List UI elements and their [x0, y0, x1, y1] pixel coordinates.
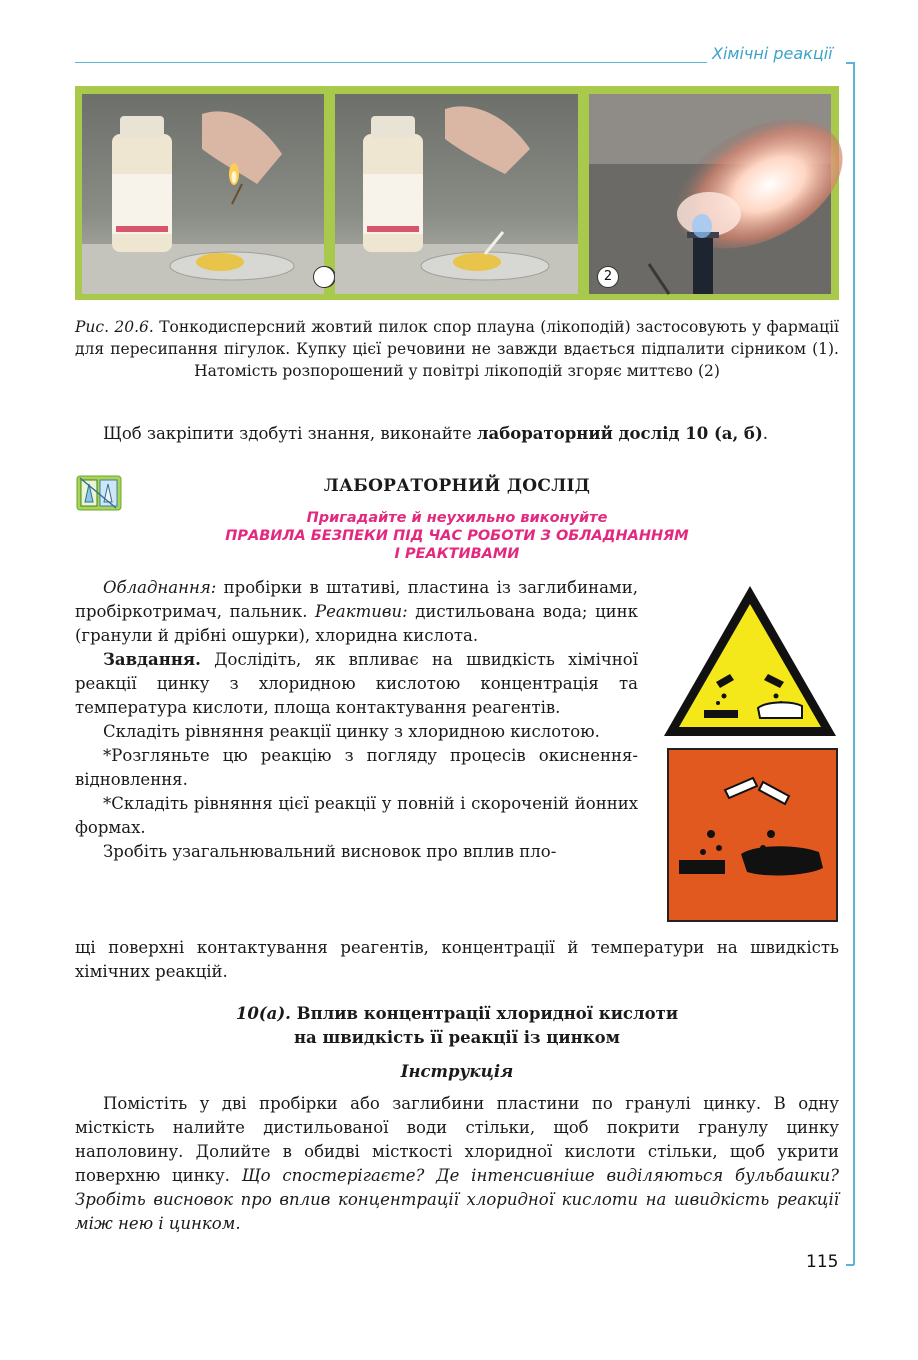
- equipment-label: Обладнання:: [103, 578, 217, 597]
- experiment-title: [75, 1002, 839, 1050]
- instruction-heading: Інструкція: [400, 1062, 514, 1081]
- conclusion-paragraph-start: Зробіть узагальнювальний висновок про вплив пло-: [103, 842, 557, 861]
- header-rule: [75, 62, 707, 63]
- intro-tail: .: [762, 424, 768, 443]
- corrosive-warning-triangle-icon: [660, 582, 840, 740]
- intro-paragraph: [103, 422, 839, 446]
- safety-reminder: [75, 509, 839, 563]
- section-title: Хімічні реакції: [712, 44, 833, 63]
- experiment-title-line-1: Вплив концентрації хлоридної кислоти: [290, 1004, 679, 1023]
- task-text: Дослідіть, як впливає на швидкість хімічної реакції цинку з хлоридною кислотою концентрація та температура кислоти, площа контактування реагентів.: [75, 650, 638, 717]
- instruction-text: Помістіть у дві пробірки або заглибини пластини по гранулі цинку. В одну місткість налийте дистильованої води стільки, щоб покрити гранулу цинку наполовину. Долийте в обидві місткості хлоридної кислоти стільки, щоб укрити поверхню цинку.: [75, 1094, 839, 1185]
- side-rule-tick-bottom: [846, 1264, 854, 1266]
- ionic-paragraph: *Складіть рівняння цієї реакції у повній і скороченій йонних формах.: [75, 794, 638, 837]
- safety-line-3: І РЕАКТИВАМИ: [394, 546, 520, 562]
- intro-bold: лабораторний дослід 10 (а, б): [476, 424, 763, 443]
- equipment-paragraph: [75, 576, 638, 648]
- task-paragraph: [75, 648, 638, 720]
- caption-ref: Рис. 20.6.: [75, 318, 154, 336]
- redox-paragraph: *Розгляньте цю реакцію з погляду процесів окиснення-відновлення.: [75, 746, 638, 789]
- intro-lead: Щоб закріпити здобуті знання, виконайте: [103, 424, 477, 443]
- experiment-number: 10(а).: [235, 1004, 291, 1023]
- safety-line-2: ПРАВИЛА БЕЗПЕКИ ПІД ЧАС РОБОТИ З ОБЛАДНАННЯМ: [225, 528, 689, 544]
- figure-photo-strip: [75, 86, 839, 300]
- side-rule-tick-top: [846, 62, 854, 64]
- caption-text: Тонкодисперсний жовтий пилок спор плауна (лікоподій) застосовують у фармації для пересипання пігулок. Купку цієї речовини не завжди вдається підпалити сірником (1). Натомість розпорошений у повітрі лікоподій згоряє миттєво (2): [75, 318, 839, 380]
- side-rule: [853, 62, 855, 1265]
- photo-badge-1-repeat: [313, 266, 335, 288]
- page-number: 115: [806, 1252, 839, 1272]
- figure-caption: [75, 316, 839, 382]
- equation-paragraph: Складіть рівняння реакції цинку з хлоридною кислотою.: [103, 722, 600, 741]
- experiment-title-line-2: на швидкість її реакції із цинком: [293, 1028, 621, 1047]
- reagents-label: Реактиви:: [315, 602, 408, 621]
- conclusion-paragraph-end: щі поверхні контактування реагентів, концентрації й температури на швидкість хімічних реакцій.: [75, 938, 839, 981]
- lab-body: [75, 576, 638, 864]
- safety-line-1: Пригадайте й неухильно виконуйте: [306, 510, 608, 526]
- instruction-body: [75, 1092, 839, 1236]
- task-label: Завдання.: [103, 650, 201, 669]
- conclusion-paragraph-end-wrap: [75, 936, 839, 984]
- equipment-text: пробірки в штативі, пластина із заглибинами, пробіркотримач, пальник.: [75, 578, 638, 621]
- photo-powder-burning: [589, 94, 831, 294]
- photo-badge-2: 2: [597, 266, 619, 288]
- lab-title: ЛАБОРАТОРНИЙ ДОСЛІД: [323, 476, 591, 496]
- photo-match-lit: [82, 94, 324, 294]
- photo-powder-not-lit: [335, 94, 578, 294]
- instruction-questions: Що спостерігаєте? Де інтенсивніше виділяються бульбашки? Зробіть висновок про вплив концентрації хлоридної кислоти на швидкість реакції між нею і цинком.: [75, 1166, 840, 1233]
- corrosive-hazard-square-icon: [667, 748, 838, 922]
- reagents-text: дистильована вода; цинк (гранули й дрібні ошурки), хлоридна кислота.: [75, 602, 638, 645]
